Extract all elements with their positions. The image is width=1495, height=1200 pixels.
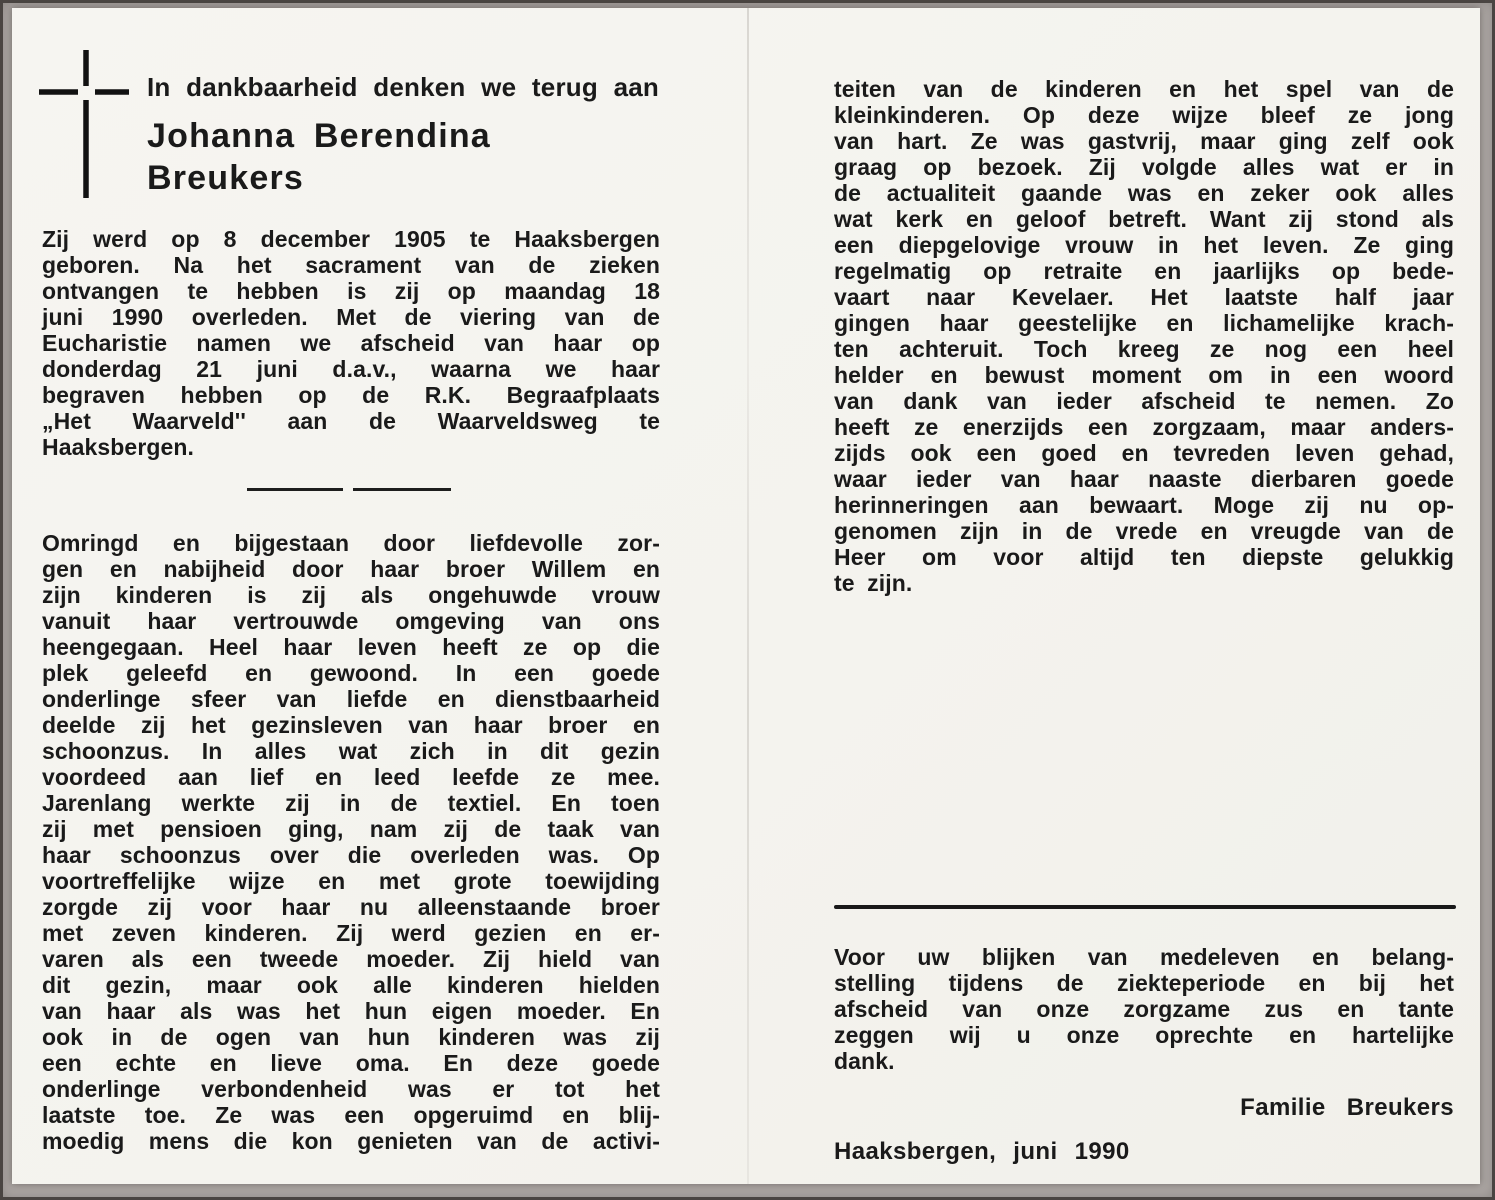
closing-divider	[834, 905, 1456, 909]
text-line: een echte en lieve oma. En deze goede	[42, 1050, 660, 1076]
text-line: Eucharistie namen we afscheid van haar op	[42, 330, 660, 356]
memorial-card-paper	[12, 8, 1480, 1184]
deceased-name-line1: Johanna Berendina	[147, 117, 491, 155]
family-signature: Familie Breukers	[1240, 1094, 1454, 1121]
text-line: gingen haar geestelijke en lichamelijke krach-	[834, 310, 1454, 336]
text-line: schoonzus. In alles wat zich in dit gezin	[42, 738, 660, 764]
text-line: wat kerk en geloof betreft. Want zij stond als	[834, 206, 1454, 232]
text-line: regelmatig op retraite en jaarlijks op bede-	[834, 258, 1454, 284]
text-line: dit gezin, maar ook alle kinderen hielden	[42, 972, 660, 998]
text-line: zijds ook een goed en tevreden leven gehad,	[834, 440, 1454, 466]
text-line: juni 1990 overleden. Met de viering van de	[42, 304, 660, 330]
text-line: begraven hebben op de R.K. Begraafplaats	[42, 382, 660, 408]
text-line: voortreffelijke wijze en met grote toewijding	[42, 868, 660, 894]
text-line: stelling tijdens de ziekteperiode en bij het	[834, 970, 1454, 996]
text-line: onderlinge verbondenheid was er tot het	[42, 1076, 660, 1102]
text-line: van haar als was het hun eigen moeder. En	[42, 998, 660, 1024]
text-line: herinneringen aan bewaart. Moge zij nu op-	[834, 492, 1454, 518]
text-line: heengegaan. Heel haar leven heeft ze op die	[42, 634, 660, 660]
text-line: van hart. Ze was gastvrij, maar ging zelf ook	[834, 128, 1454, 154]
section-divider	[247, 488, 451, 491]
text-line: afscheid van onze zorgzame zus en tante	[834, 996, 1454, 1022]
center-fold-line	[747, 8, 749, 1184]
text-line: met zeven kinderen. Zij werd gezien en er-	[42, 920, 660, 946]
text-line: ook in de ogen van hun kinderen was zij	[42, 1024, 660, 1050]
text-line: van dank van ieder afscheid te nemen. Zo	[834, 388, 1454, 414]
place-date-line: Haaksbergen, juni 1990	[834, 1138, 1130, 1165]
text-line: voordeed aan lief en leed leefde ze mee.	[42, 764, 660, 790]
text-line: een diepgelovige vrouw in het leven. Ze ging	[834, 232, 1454, 258]
text-line: onderlinge sfeer van liefde en dienstbaarheid	[42, 686, 660, 712]
text-line: Omringd en bijgestaan door liefdevolle zor-	[42, 530, 660, 556]
text-line: ten achteruit. Toch kreeg ze nog een heel	[834, 336, 1454, 362]
text-line: laatste toe. Ze was een opgeruimd en blij-	[42, 1102, 660, 1128]
text-line: plek geleefd en gewoond. In een goede	[42, 660, 660, 686]
text-line: moedig mens die kon genieten van de activi-	[42, 1128, 660, 1154]
biography-paragraph-2	[42, 530, 660, 1154]
text-line: dank.	[834, 1048, 895, 1074]
text-line: zorgde zij voor haar nu alleenstaande broer	[42, 894, 660, 920]
text-line: Voor uw blijken van medeleven en belang-	[834, 944, 1454, 970]
text-line: zeggen wij u onze oprechte en hartelijke	[834, 1022, 1454, 1048]
biography-paragraph-3	[834, 76, 1454, 596]
text-line: teiten van de kinderen en het spel van de	[834, 76, 1454, 102]
biography-paragraph-1	[42, 226, 660, 460]
deceased-name-line2: Breukers	[147, 159, 305, 197]
text-line: haar schoonzus over die overleden was. Op	[42, 842, 660, 868]
text-line: Jarenlang werkte zij in de textiel. En toen	[42, 790, 660, 816]
cross-icon	[38, 48, 130, 200]
text-line: waar ieder van haar naaste dierbaren goede	[834, 466, 1454, 492]
text-line: Haaksbergen.	[42, 434, 195, 460]
text-line: deelde zij het gezinsleven van haar broer en	[42, 712, 660, 738]
text-line: geboren. Na het sacrament van de zieken	[42, 252, 660, 278]
text-line: varen als een tweede moeder. Zij hield van	[42, 946, 660, 972]
text-line: vaart naar Kevelaer. Het laatste half jaar	[834, 284, 1454, 310]
text-line: „Het Waarveld'' aan de Waarveldsweg te	[42, 408, 660, 434]
acknowledgement-paragraph	[834, 944, 1454, 1074]
text-line: zijn kinderen is zij als ongehuwde vrouw	[42, 582, 660, 608]
text-line: gen en nabijheid door haar broer Willem en	[42, 556, 660, 582]
text-line: te zijn.	[834, 570, 913, 596]
text-line: Zij werd op 8 december 1905 te Haaksbergen	[42, 226, 660, 252]
text-line: kleinkinderen. Op deze wijze bleef ze jong	[834, 102, 1454, 128]
text-line: donderdag 21 juni d.a.v., waarna we haar	[42, 356, 660, 382]
text-line: graag op bezoek. Zij volgde alles wat er in	[834, 154, 1454, 180]
text-line: zij met pensioen ging, nam zij de taak van	[42, 816, 660, 842]
text-line: heeft ze enerzijds een zorgzaam, maar anders-	[834, 414, 1454, 440]
text-line: genomen zijn in de vrede en vreugde van de	[834, 518, 1454, 544]
deceased-name	[147, 115, 667, 199]
text-line: helder en bewust moment om in een woord	[834, 362, 1454, 388]
text-line: de actualiteit gaande was en zeker ook alles	[834, 180, 1454, 206]
memorial-intro-text: In dankbaarheid denken we terug aan	[147, 72, 659, 102]
text-line: Heer om voor altijd ten diepste gelukkig	[834, 544, 1454, 570]
text-line: ontvangen te hebben is zij op maandag 18	[42, 278, 660, 304]
text-line: vanuit haar vertrouwde omgeving van ons	[42, 608, 660, 634]
